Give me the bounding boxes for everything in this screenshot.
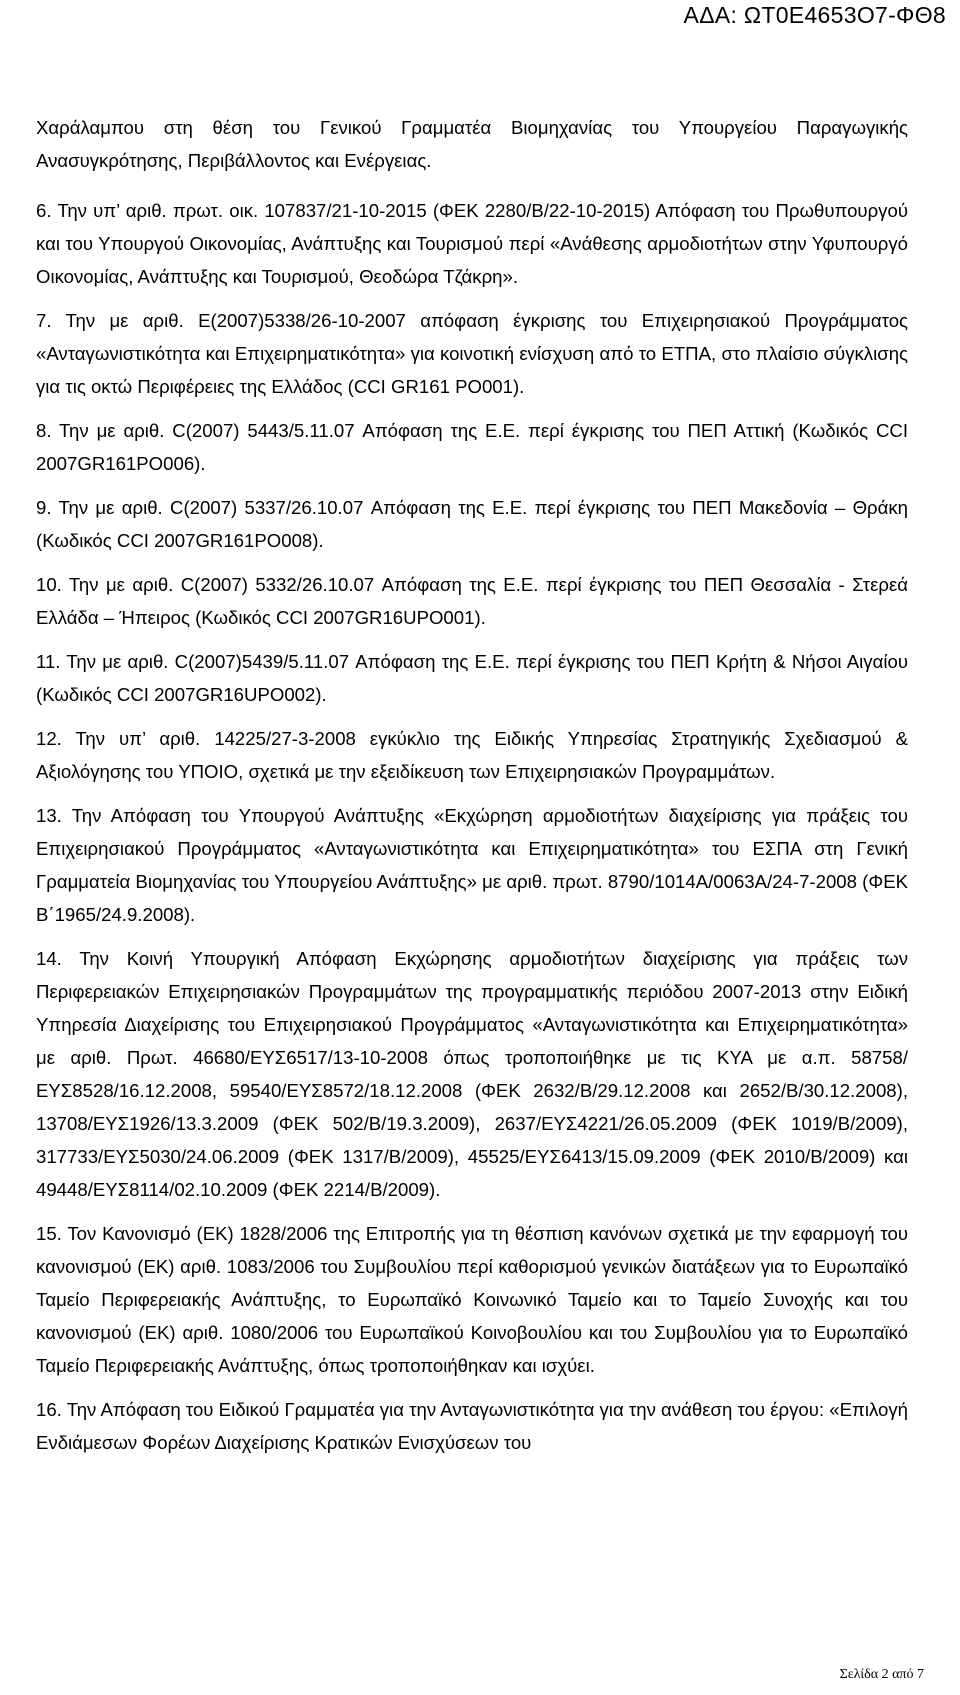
paragraph-11: 11. Την με αριθ. C(2007)5439/5.11.07 Απόφαση της Ε.Ε. περί έγκρισης του ΠΕΠ Κρήτη & Νήσοι Αιγαίου (Κωδικός CCI 2007GR16UPO002). bbox=[36, 651, 908, 705]
paragraph-16: 16. Την Απόφαση του Ειδικού Γραμματέα για την Ανταγωνιστικότητα για την ανάθεση του έργου: «Επιλογή Ενδιάμεσων Φορέων Διαχείρισης Κρατικών Ενισχύσεων του bbox=[36, 1399, 908, 1453]
paragraph-12: 12. Την υπ’ αριθ. 14225/27-3-2008 εγκύκλιο της Ειδικής Υπηρεσίας Στρατηγικής Σχεδιασμού & Αξιολόγησης του ΥΠΟΙΟ, σχετικά με την εξειδίκευση των Επιχειρησιακών Προγραμμάτων. bbox=[36, 728, 908, 782]
ada-identifier: ΑΔΑ: ΩΤ0Ε4653Ο7-ΦΘ8 bbox=[683, 2, 946, 28]
paragraph-6: 6. Την υπ’ αριθ. πρωτ. οικ. 107837/21-10-2015 (ΦΕΚ 2280/Β/22-10-2015) Απόφαση του Πρωθυπουργού και του Υπουργού Οικονομίας, Ανάπτυξης και Τουρισμού περί «Ανάθεσης αρμοδιοτήτων στην Υφυπουργό Οικονομίας, Ανάπτυξης και Τουρισμού, Θεοδώρα Τζάκρη». bbox=[36, 200, 908, 287]
paragraph-8: 8. Την με αριθ. C(2007) 5443/5.11.07 Απόφαση της Ε.Ε. περί έγκρισης του ΠΕΠ Αττική (Κωδικός CCI 2007GR161PO006). bbox=[36, 420, 908, 474]
paragraph-10: 10. Την με αριθ. C(2007) 5332/26.10.07 Απόφαση της Ε.Ε. περί έγκρισης του ΠΕΠ Θεσσαλία - Στερεά Ελλάδα – Ήπειρος (Κωδικός CCI 2007GR16UPO001). bbox=[36, 574, 908, 628]
page-number: Σελίδα 2 από 7 bbox=[839, 1667, 924, 1682]
paragraph-13: 13. Την Απόφαση του Υπουργού Ανάπτυξης «Εκχώρηση αρμοδιοτήτων διαχείρισης για πράξεις του Επιχειρησιακού Προγράμματος «Ανταγωνιστικότητα και Επιχειρηματικότητα» του ΕΣΠΑ στη Γενική Γραμματεία Βιομηχανίας του Υπουργείου Ανάπτυξης» με αριθ. πρωτ. 8790/1014Α/0063Α/24-7-2008 (ΦΕΚ Β΄1965/24.9.2008). bbox=[36, 805, 908, 925]
paragraph-9: 9. Την με αριθ. C(2007) 5337/26.10.07 Απόφαση της Ε.Ε. περί έγκρισης του ΠΕΠ Μακεδονία – Θράκη (Κωδικός CCI 2007GR161PO008). bbox=[36, 497, 908, 551]
document-body bbox=[36, 111, 908, 1470]
paragraph-15: 15. Τον Κανονισμό (ΕΚ) 1828/2006 της Επιτροπής για τη θέσπιση κανόνων σχετικά με την εφαρμογή του κανονισμού (ΕΚ) αριθ. 1083/2006 του Συμβουλίου περί καθορισμού γενικών διατάξεων για το Ευρωπαϊκό Ταμείο Περιφερειακής Ανάπτυξης, το Ευρωπαϊκό Κοινωνικό Ταμείο και το Ταμείο Συνοχής και του κανονισμού (ΕΚ) αριθ. 1080/2006 του Ευρωπαϊκού Κοινοβουλίου και του Συμβουλίου για το Ευρωπαϊκό Ταμείο Περιφερειακής Ανάπτυξης, όπως τροποποιήθηκαν και ισχύει. bbox=[36, 1223, 908, 1376]
paragraph-14: 14. Την Κοινή Υπουργική Απόφαση Εκχώρησης αρμοδιοτήτων διαχείρισης για πράξεις των Περιφερειακών Επιχειρησιακών Προγραμμάτων της προγραμματικής περιόδου 2007-2013 στην Ειδική Υπηρεσία Διαχείρισης του Επιχειρησιακού Προγράμματος «Ανταγωνιστικότητα και Επιχειρηματικότητα» με αριθ. Πρωτ. 46680/ΕΥΣ6517/13-10-2008 όπως τροποποιήθηκε με τις ΚΥΑ με α.π. 58758/ΕΥΣ8528/16.12.2008, 59540/ΕΥΣ8572/18.12.2008 (ΦΕΚ 2632/Β/29.12.2008 και 2652/Β/30.12.2008), 13708/ΕΥΣ1926/13.3.2009 (ΦΕΚ 502/Β/19.3.2009), 2637/ΕΥΣ4221/26.05.2009 (ΦΕΚ 1019/Β/2009), 317733/ΕΥΣ5030/24.06.2009 (ΦΕΚ 1317/Β/2009), 45525/ΕΥΣ6413/15.09.2009 (ΦΕΚ 2010/Β/2009) και 49448/ΕΥΣ8114/02.10.2009 (ΦΕΚ 2214/Β/2009). bbox=[36, 948, 908, 1200]
paragraph-intro: Χαράλαμπου στη θέση του Γενικού Γραμματέα Βιομηχανίας του Υπουργείου Παραγωγικής Ανασυγκρότησης, Περιβάλλοντος και Ενέργειας. bbox=[36, 117, 908, 171]
paragraph-7: 7. Την με αριθ. Ε(2007)5338/26-10-2007 απόφαση έγκρισης του Επιχειρησιακού Προγράμματος «Ανταγωνιστικότητα και Επιχειρηματικότητα» για κοινοτική ενίσχυση από το ΕΤΠΑ, στο πλαίσιο σύγκλισης για τις οκτώ Περιφέρειες της Ελλάδος (CCI GR161 PO001). bbox=[36, 310, 908, 397]
